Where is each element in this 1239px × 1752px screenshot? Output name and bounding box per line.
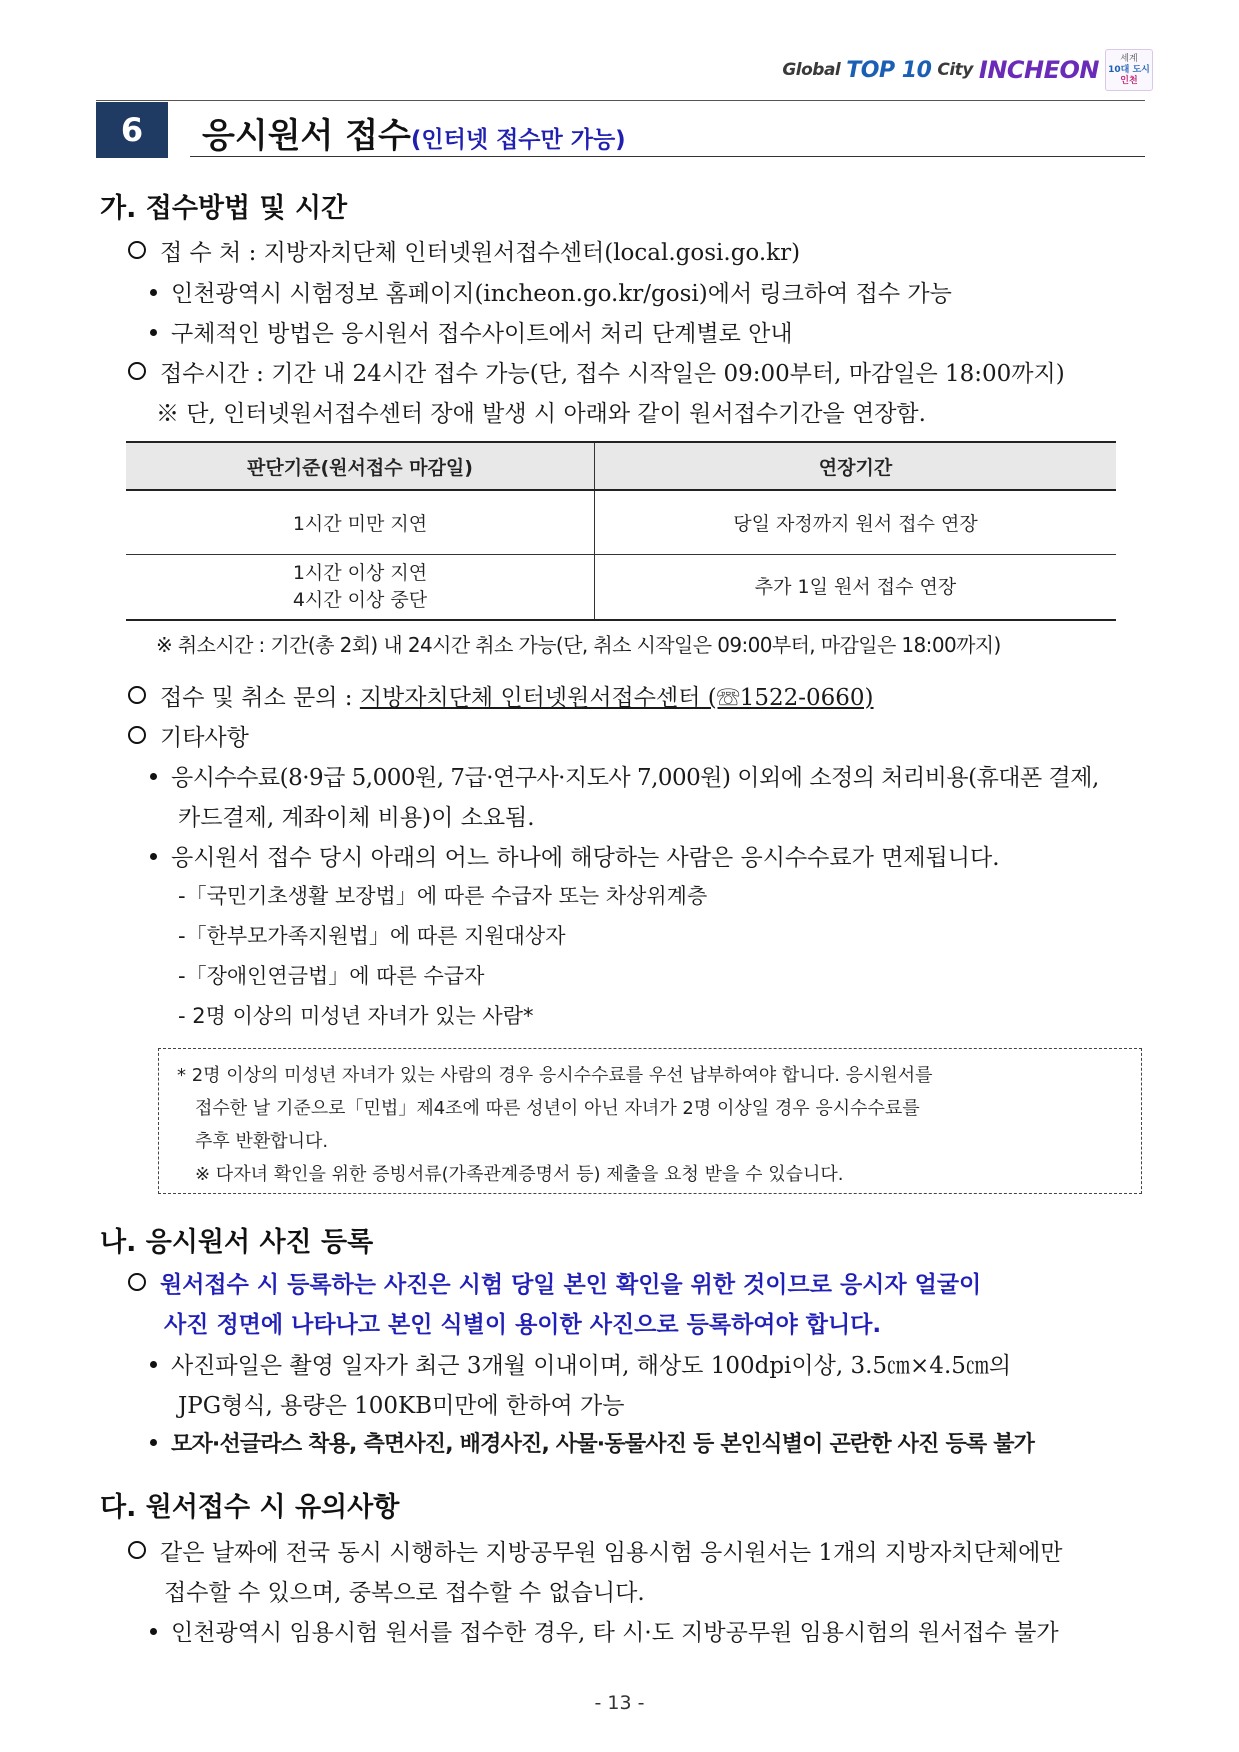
heading-part-b: 나. 응시원서 사진 등록 [100, 1227, 374, 1258]
dot-bullet-icon [150, 1361, 157, 1368]
photo-spec-cont: JPG형식, 용량은 100KB미만에 한하여 가능 [178, 1393, 625, 1419]
dot-bullet-icon [150, 289, 157, 296]
list-item: 인천광역시 임용시험 원서를 접수한 경우, 타 시·도 지방공무원 임용시험의 원서접수 불가 [150, 1614, 1059, 1647]
list-item: 응시원서 접수 당시 아래의 어느 하나에 해당하는 사람은 응시수수료가 면제됩니다. [150, 839, 1000, 872]
extension-note: ※ 단, 인터넷원서접수센터 장애 발생 시 아래와 같이 원서접수기간을 연장함. [156, 401, 926, 427]
photo-requirement-cont: 사진 정면에 나타나고 본인 식별이 용이한 사진으로 등록하여야 합니다. [164, 1312, 882, 1338]
circle-bullet-icon [128, 1541, 146, 1559]
inquiry-line: 접수 및 취소 문의 : 지방자치단체 인터넷원서접수센터 (☏1522-0660) [128, 679, 874, 712]
list-item: 모자·선글라스 착용, 측면사진, 배경사진, 사물·동물사진 등 본인식별이 곤란한 사진 등록 불가 [150, 1427, 1034, 1458]
table-header: 판단기준(원서접수 마감일) [126, 442, 595, 490]
reception-place: 접 수 처 : 지방자치단체 인터넷원서접수센터(local.gosi.go.kr) [128, 234, 800, 267]
logo-incheon-text: INCHEON [978, 56, 1099, 84]
table-row [126, 490, 1116, 555]
logo-top10-text: TOP 10 [846, 57, 932, 83]
duplicate-rule: 같은 날짜에 전국 동시 시행하는 지방공무원 임용시험 응시원서는 1개의 지방자치단체에만 [128, 1534, 1063, 1567]
dot-bullet-icon [150, 1628, 157, 1635]
circle-bullet-icon [128, 726, 146, 744]
table-header: 연장기간 [595, 442, 1117, 490]
dot-bullet-icon [150, 853, 157, 860]
dot-bullet-icon [150, 329, 157, 336]
list-item: 응시수수료(8·9급 5,000원, 7급·연구사·지도사 7,000원) 이외에 소정의 처리비용(휴대폰 결제, [150, 759, 1099, 792]
inquiry-contact: 지방자치단체 인터넷원서접수센터 (☏1522-0660) [359, 685, 874, 711]
list-item: 구체적인 방법은 응시원서 접수사이트에서 처리 단계별로 안내 [150, 315, 793, 348]
title-divider [190, 156, 1145, 157]
cancel-time-note: ※ 취소시간 : 기간(총 2회) 내 24시간 취소 가능(단, 취소 시작일은 09:00부터, 마감일은 18:00까지) [156, 633, 1001, 657]
table-cell: 당일 자정까지 원서 접수 연장 [595, 490, 1117, 555]
header-divider [96, 100, 1145, 101]
fee-continuation: 카드결제, 계좌이체 비용)이 소요됨. [178, 805, 535, 831]
reception-time: 접수시간 : 기간 내 24시간 접수 가능(단, 접수 시작일은 09:00부터, 마감일은 18:00까지) [128, 355, 1065, 388]
table-cell: 1시간 이상 지연 4시간 이상 중단 [126, 555, 595, 621]
exempt-item: - 2명 이상의 미성년 자녀가 있는 사람* [178, 1004, 534, 1028]
table-cell: 1시간 미만 지연 [126, 490, 595, 555]
circle-bullet-icon [128, 686, 146, 704]
list-item: 사진파일은 촬영 일자가 최근 3개월 이내이며, 해상도 100dpi이상, 3.5㎝×4.5㎝의 [150, 1347, 1011, 1380]
logo-city-text: City [937, 60, 973, 80]
header-logo [782, 50, 1153, 90]
dot-bullet-icon [150, 1439, 157, 1446]
circle-bullet-icon [128, 241, 146, 259]
etc-heading: 기타사항 [128, 719, 249, 752]
exempt-item: -「장애인연금법」에 따른 수급자 [178, 964, 485, 988]
table-header-row [126, 442, 1116, 490]
circle-bullet-icon [128, 362, 146, 380]
logo-global-text: Global [782, 60, 841, 80]
exempt-item: -「국민기초생활 보장법」에 따른 수급자 또는 차상위계층 [178, 884, 708, 908]
section-title: 응시원서 접수(인터넷 접수만 가능) [202, 116, 626, 156]
page-number: - 13 - [594, 1692, 645, 1714]
logo-badge: 세계 10대 도시 인천 [1105, 49, 1153, 91]
circle-bullet-icon [128, 1273, 146, 1291]
extension-table [126, 441, 1116, 621]
section-number-badge: 6 [96, 102, 168, 158]
heading-part-c: 다. 원서접수 시 유의사항 [100, 1492, 400, 1523]
section-subtitle: (인터넷 접수만 가능) [410, 127, 626, 153]
table-cell: 추가 1일 원서 접수 연장 [595, 555, 1117, 621]
duplicate-rule-cont: 접수할 수 있으며, 중복으로 접수할 수 없습니다. [164, 1580, 645, 1606]
photo-requirement: 원서접수 시 등록하는 사진은 시험 당일 본인 확인을 위한 것이므로 응시자 얼굴이 [128, 1266, 981, 1299]
list-item: 인천광역시 시험정보 홈페이지(incheon.go.kr/gosi)에서 링크하여 접수 가능 [150, 275, 952, 308]
dot-bullet-icon [150, 773, 157, 780]
table-row [126, 555, 1116, 621]
note-box: * 2명 이상의 미성년 자녀가 있는 사람의 경우 응시수수료를 우선 납부하여야 합니다. 응시원서를 접수한 날 기준으로「민법」제4조에 따른 성년이 아닌 자녀가 2명 이상일 경우 응시수수료를 추후 반환합니다. ※ 다자녀 확인을 위한 증빙서류(가족관계증명서 등) 제출을 요청 받을 수 있습니다. [158, 1048, 1142, 1194]
heading-part-a: 가. 접수방법 및 시간 [100, 193, 348, 224]
exempt-item: -「한부모가족지원법」에 따른 지원대상자 [178, 924, 566, 948]
